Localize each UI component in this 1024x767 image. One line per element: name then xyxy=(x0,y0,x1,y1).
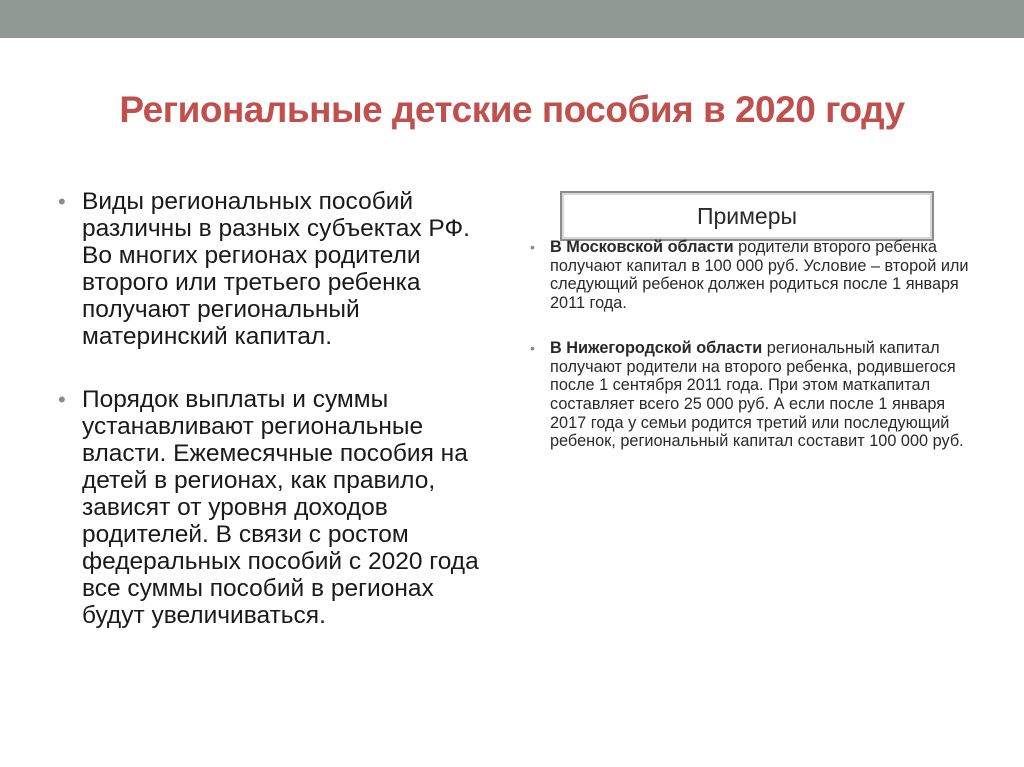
region-name: В Нижегородской области xyxy=(550,338,763,357)
left-bullet-item xyxy=(58,386,498,629)
slide xyxy=(0,38,1024,767)
bullet-dot-icon: • xyxy=(530,239,535,255)
top-bar xyxy=(0,0,1024,38)
right-bullet-item xyxy=(530,238,970,313)
left-bullet-list xyxy=(58,188,498,665)
right-bullet-list xyxy=(530,238,970,477)
left-bullet-text: Порядок выплаты и суммы устанавливают региональные власти. Ежемесячные пособия на детей в регионах, как правило, зависят от уровня доходов родителей. В связи с ростом федеральных пособий с 2020 года все суммы пособий в регионах будут увеличиваться. xyxy=(82,386,479,629)
right-bullet-text: региональный капитал получают родители на второго ребенка, родившегося после 1 сентября 2011 года. При этом маткапитал составляет всего 25 000 руб. А если после 1 января 2017 года у семьи родится третий или последующий ребенок, региональный капитал составит 100 000 руб. xyxy=(550,338,964,451)
left-bullet-text: Виды региональных пособий различны в разных субъектах РФ. Во многих регионах родители второго или третьего ребенка получают региональный материнский капитал. xyxy=(82,188,470,350)
bullet-dot-icon: • xyxy=(58,387,66,412)
right-bullet-item xyxy=(530,339,970,451)
bullet-dot-icon: • xyxy=(58,189,66,214)
left-bullet-item xyxy=(58,188,498,350)
slide-title: Региональные детские пособия в 2020 году xyxy=(119,89,905,130)
region-name: В Московской области xyxy=(550,238,734,256)
right-bullet-text: родители второго ребенка получают капитал в 100 000 руб. Условие – второй или следующий ребенок должен родиться после 1 января 2011 года. xyxy=(550,238,969,313)
bullet-dot-icon: • xyxy=(530,339,535,356)
examples-header-box: Примеры xyxy=(560,191,934,241)
